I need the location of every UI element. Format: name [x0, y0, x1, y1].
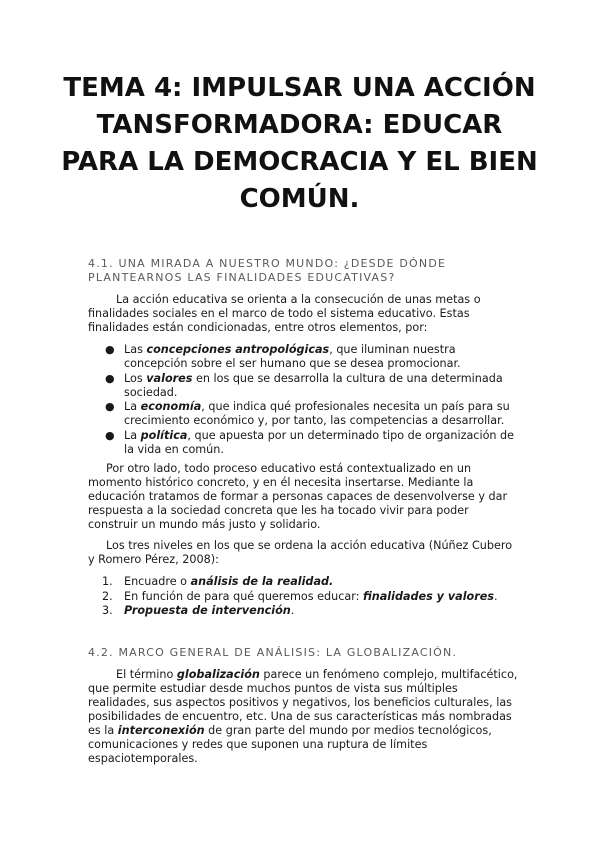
list-item — [88, 343, 518, 371]
bullet-text-after: , que indica qué profesionales necesita un país para su crecimiento económico y, por tanto, las competencias a desarrollar. — [124, 400, 510, 427]
list-item — [88, 590, 518, 604]
bullet-icon: ● — [105, 343, 115, 356]
item-text-after: . — [290, 604, 295, 617]
list-number: 2. — [102, 589, 113, 603]
document-title: TEMA 4: IMPULSAR UNA ACCIÓN TANSFORMADORA: EDUCAR PARA LA DEMOCRACIA Y EL BIEN COMÚN. — [61, 73, 538, 214]
paragraph-text: parece un fenómeno complejo, multifacético, que permite estudiar desde muchos puntos de vista sus múltiples realidades, sus aspectos positivos y negativos, los beneficios culturales, las posibilidades de encuentro, etc. Una de sus características más nombradas es la — [88, 668, 518, 737]
list-item — [88, 372, 518, 400]
list-item — [88, 604, 518, 618]
section-heading-4-2: 4.2. MARCO GENERAL DE ANÁLISIS: LA GLOBALIZACIÓN. — [88, 646, 458, 659]
paragraph-text: de gran parte del mundo por medios tecnológicos, comunicaciones y redes que suponen una ruptura de límites espaciotemporales. — [88, 724, 492, 765]
paragraph-text: El término — [116, 668, 177, 681]
emphasis-globalizacion: globalización — [176, 668, 260, 681]
bullet-text-after: , que iluminan nuestra concepción sobre el ser humano que se desea promocionar. — [124, 343, 461, 370]
emphasis-interconexion: interconexión — [117, 724, 205, 737]
list-item — [88, 400, 518, 428]
intro-paragraph: La acción educativa se orienta a la consecución de unas metas o finalidades sociales en el marco de todo el sistema educativo. Estas finalidades están condicionadas, entre otros elementos, por: — [88, 293, 481, 334]
list-number: 3. — [102, 604, 113, 617]
bullet-emphasis: economía — [140, 400, 202, 413]
context-paragraph: Por otro lado, todo proceso educativo está contextualizado en un momento histórico concreto, y en él necesita insertarse. Mediante la educación tratamos de formar a personas capaces de desenvolverse y dar respuesta a la sociedad concreta que les ha tocado vivir para poder construir un mundo más justo y solidario. — [88, 462, 508, 531]
bullet-emphasis: valores — [146, 371, 193, 385]
bullet-icon: ● — [105, 428, 115, 442]
list-number: 1. — [102, 575, 113, 588]
bullet-icon: ● — [105, 371, 115, 385]
item-emphasis: análisis de la realidad. — [190, 575, 334, 588]
list-item — [88, 429, 518, 457]
bullet-text-after: , que apuesta por un determinado tipo de organización de la vida en común. — [124, 428, 515, 456]
globalization-paragraph — [88, 668, 518, 766]
section-heading-4-1: 4.1. UNA MIRADA A NUESTRO MUNDO: ¿DESDE DÓNDE PLANTEARNOS LAS FINALIDADES EDUCATIVAS? — [88, 257, 447, 284]
item-text-before: En función de para qué queremos educar: — [124, 589, 363, 603]
bullet-text-before: La — [124, 428, 141, 442]
bullet-emphasis: concepciones antropológicas — [146, 343, 330, 356]
bullet-text-before: Los — [124, 371, 147, 385]
bullet-text-after: en los que se desarrolla la cultura de una determinada sociedad. — [124, 371, 503, 399]
bullet-emphasis: política — [140, 428, 188, 442]
list-item — [88, 575, 518, 589]
bullet-icon: ● — [105, 400, 115, 413]
item-emphasis: Propuesta de intervención — [124, 604, 291, 617]
factors-bullet-list — [88, 343, 518, 457]
item-text-after: . — [494, 589, 498, 603]
bullet-text-before: Las — [124, 343, 147, 356]
item-text-before: Encuadre o — [124, 575, 191, 588]
levels-intro-paragraph: Los tres niveles en los que se ordena la acción educativa (Núñez Cubero y Romero Pérez, 2008): — [88, 539, 513, 566]
bullet-text-before: La — [124, 400, 141, 413]
levels-numbered-list — [88, 575, 518, 619]
item-emphasis: finalidades y valores — [362, 589, 494, 603]
